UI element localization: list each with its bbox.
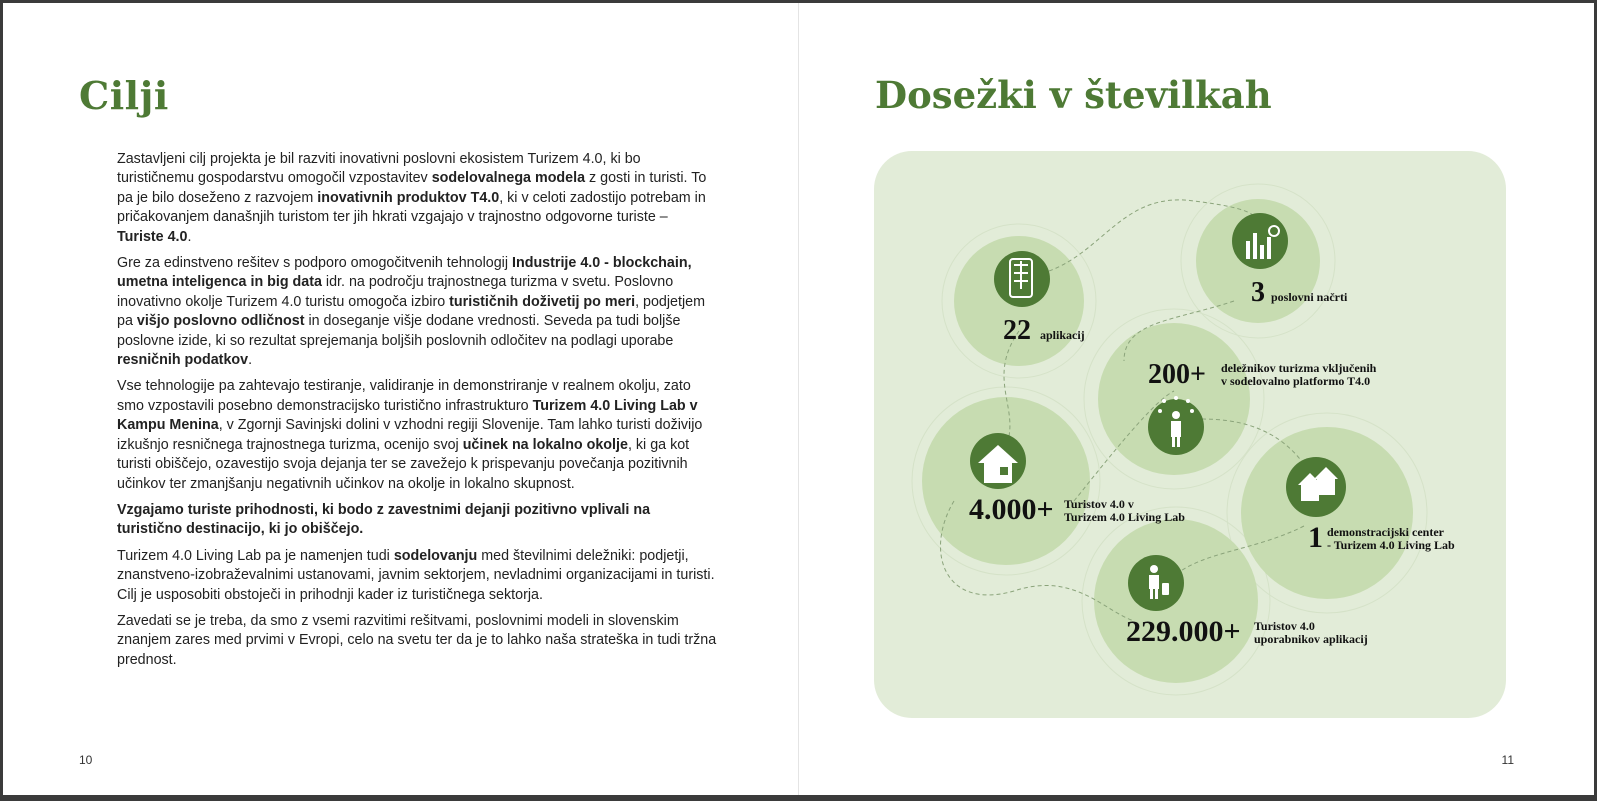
stat-users-label-2: uporabnikov aplikacij (1254, 632, 1368, 646)
paragraph (117, 377, 717, 493)
text-run: . (248, 352, 253, 369)
stat-apps-number: 22 (1003, 315, 1031, 346)
stat-plans-number: 3 (1251, 277, 1265, 308)
paragraph (117, 254, 717, 370)
text-run: in doseganje višje dodane vrednosti. Seveda pa tudi boljše poslovne izide, ki so rezultat sprejemanja boljših poslovnih odločitev na podlagi uporabe (117, 313, 681, 349)
goals-body-text (117, 150, 717, 677)
bold-text-run: inovativnih produktov T4.0 (317, 189, 500, 206)
text-run: Zastavljeni cilj projekta je bil razviti inovativni poslovni ekosistem Turizem 4.0, ki bo turističnemu gospodarstvu omogočil vzpostavitev (117, 151, 641, 187)
achievements-infographic (874, 151, 1506, 718)
text-run: . (187, 228, 192, 245)
paragraph (117, 501, 717, 540)
stat-living-lab-label-2: Turizem 4.0 Living Lab (1064, 510, 1185, 524)
stat-users-number: 229.000+ (1126, 615, 1241, 648)
stat-living-lab-label-1: Turistov 4.0 v (1064, 497, 1134, 511)
bold-text-run: sodelovalnega modela (431, 170, 586, 187)
text-run: Zavedati se je treba, da smo z vsemi razvitimi rešitvami, poslovnimi modeli in slovenskim znanjem zares med prvimi v Evropi, celo na svetu ter da je to lahko naša strateška in tudi tržna prednost. (117, 612, 717, 668)
text-run: , v Zgornji Savinjski dolini v vzhodni regiji Slovenije. Tam lahko turisti doživijo izkušnjo resničnega trajnostnega turizma, ocenijo svoj (117, 417, 703, 453)
text-run: , ki ga kot turisti obiščejo, ozavestijo svoja dejanja ter se zavežejo k prispevanju povečanja pozitivnih učinkov ter zmanjšanju negativnih učinkov na okolje in lokalno skupnost. (117, 436, 690, 492)
bold-text-run: Turizem 4.0 Living Lab v Kampu Menina (117, 397, 698, 434)
stat-users-label-1: Turistov 4.0 (1254, 619, 1315, 633)
stat-stakeholders-number: 200+ (1148, 359, 1206, 390)
left-page (3, 3, 799, 795)
stat-plans-label: poslovni načrti (1271, 290, 1348, 304)
page-number-right: 11 (1501, 753, 1514, 767)
right-page (799, 3, 1594, 795)
page-title-achievements: Dosežki v številkah (875, 73, 1272, 117)
text-run: Gre za edinstveno rešitev s podporo omogočitvenih tehnologij (117, 255, 512, 272)
stat-center-label-1: demonstracijski center (1327, 525, 1444, 539)
text-run: z gosti in turisti. To pa je bilo doseženo z razvojem (117, 170, 707, 206)
paragraph (117, 150, 717, 247)
text-run: Turizem 4.0 Living Lab pa je namenjen tudi (117, 547, 394, 564)
stat-center-label-2: - Turizem 4.0 Living Lab (1327, 538, 1455, 552)
bold-text-run: Vzgajamo turiste prihodnosti, ki bodo z zavestnimi dejanji pozitivno vplivali na turistično destinacijo, ki jo obiščejo. (117, 501, 651, 538)
bold-text-run: turističnih doživetij po meri (449, 293, 636, 310)
bold-text-run: višjo poslovno odličnost (136, 313, 305, 330)
bold-text-run: učinek na lokalno okolje (462, 436, 628, 453)
stat-apps-label: aplikacij (1040, 328, 1085, 342)
paragraph (117, 547, 717, 605)
bar-chart-icon (1232, 213, 1288, 269)
bold-text-run: Turiste 4.0 (117, 228, 188, 245)
text-run: , ki v celoti zadostijo potrebam in pričakovanjem današnjih turistom ter jih hkrati vzgajajo v trajnostno odgovorne turiste – (117, 189, 706, 226)
text-run: idr. na področju trajnostnega turizma v svetu. Poslovno inovativno okolje Turizem 4.0 turistu omogoča izbiro (117, 274, 674, 310)
text-run: med številnimi deležniki: podjetji, znanstveno-izobraževalnimi ustanovami, javnim sektorjem, nevladnimi organizacijami in turisti. Cilj je usposobiti obstoječi in prihodnji kader iz turističnega sektorja. (117, 547, 715, 603)
text-run: Vse tehnologije pa zahtevajo testiranje, validiranje in demonstriranje v realnem okolju, zato smo vzpostavili posebno demonstracijsko turistično infrastrukturo (117, 378, 691, 414)
bold-text-run: sodelovanju (393, 547, 478, 564)
page-title-cilji: Cilji (79, 73, 169, 118)
stat-living-lab-number: 4.000+ (969, 493, 1054, 526)
stat-center-number: 1 (1308, 521, 1323, 554)
bold-text-run: Industrije 4.0 - blockchain, umetna inteligenca in big data (117, 255, 692, 291)
stat-stakeholders-label-1: deležnikov turizma vključenih (1221, 361, 1377, 375)
infographic-canvas (874, 151, 1506, 718)
document-spread (3, 3, 1594, 795)
paragraph (117, 612, 717, 670)
bold-text-run: resničnih podatkov (117, 352, 249, 369)
stat-stakeholders-label-2: v sodelovalno platformo T4.0 (1221, 374, 1371, 388)
text-run: , podjetjem pa (117, 293, 705, 330)
page-number-left: 10 (79, 753, 93, 767)
